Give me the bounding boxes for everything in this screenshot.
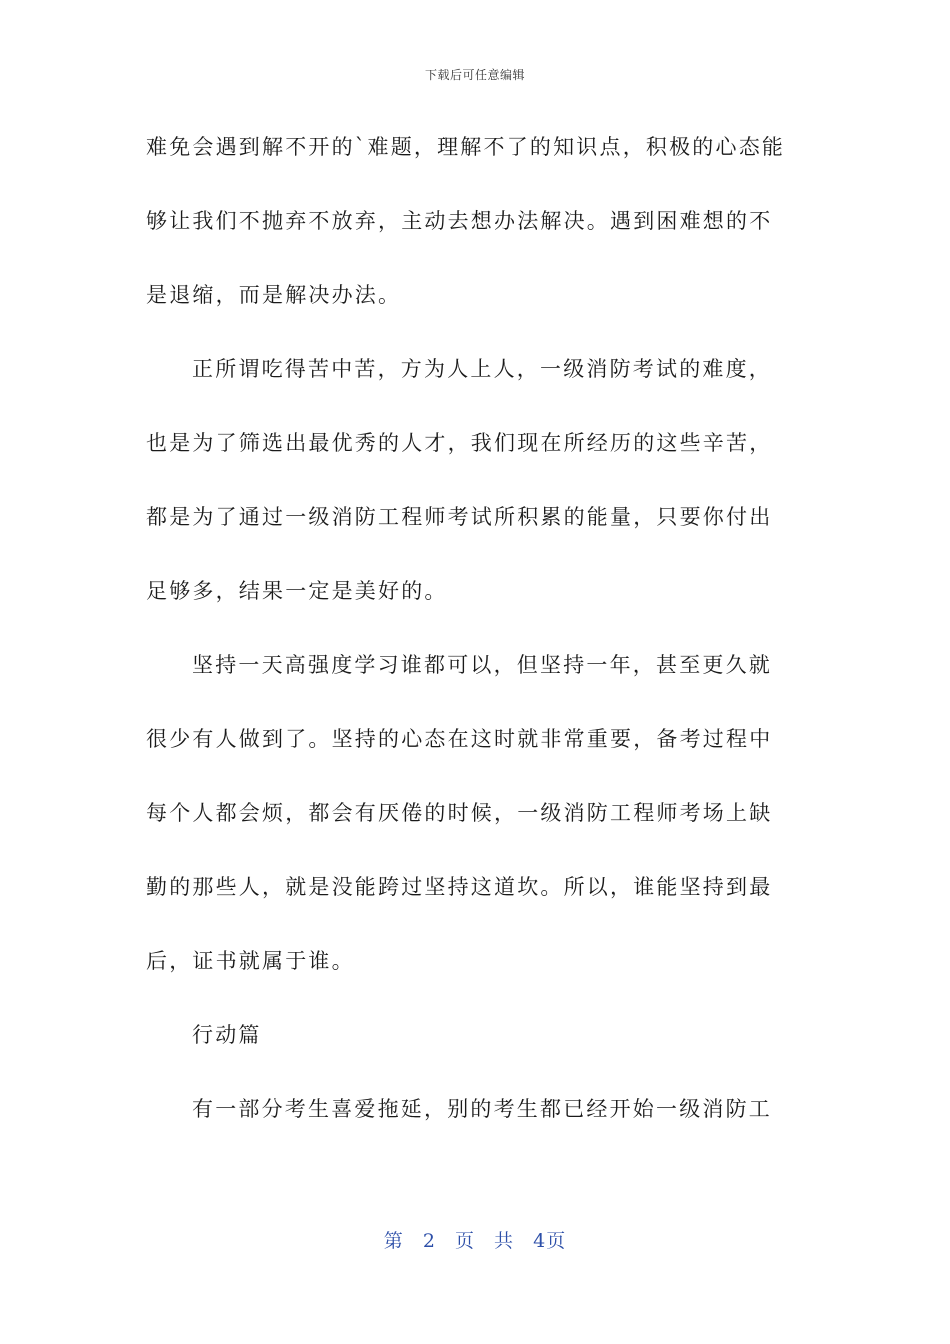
text-line: 每个人都会烦，都会有厌倦的时候，一级消防工程师考场上缺 <box>146 801 773 825</box>
paragraph-start-line: 有一部分考生喜爱拖延，别的考生都已经开始一级消防工 <box>192 1097 772 1121</box>
text-line: 是退缩，而是解决办法。 <box>146 283 402 307</box>
paragraph-start-line: 坚持一天高强度学习谁都可以，但坚持一年，甚至更久就 <box>192 653 772 677</box>
total-label: 共 <box>494 1230 515 1252</box>
text-line: 足够多，结果一定是美好的。 <box>146 579 448 603</box>
page-header: 下载后可任意编辑 <box>424 68 525 82</box>
text-line: 很少有人做到了。坚持的心态在这时就非常重要，备考过程中 <box>146 727 773 751</box>
text-line: 也是为了筛选出最优秀的人才，我们现在所经历的这些辛苦， <box>146 431 773 455</box>
text-line: 都是为了通过一级消防工程师考试所积累的能量，只要你付出 <box>146 505 773 529</box>
page-unit: 页 <box>454 1230 475 1252</box>
total-pages: 4页 <box>533 1230 567 1252</box>
paragraph-start-line: 正所谓吃得苦中苦，方为人上人，一级消防考试的难度， <box>192 357 772 381</box>
text-line: 勤的那些人，就是没能跨过坚持这道坎。所以，谁能坚持到最 <box>146 875 773 899</box>
page-label: 第 <box>383 1230 404 1252</box>
text-line: 够让我们不抛弃不放弃，主动去想办法解决。遇到困难想的不 <box>146 209 773 233</box>
text-line: 难免会遇到解不开的`难题，理解不了的知识点，积极的心态能 <box>146 135 786 159</box>
section-heading: 行动篇 <box>192 1023 262 1047</box>
document-body <box>146 124 814 1160</box>
current-page-number: 2 <box>422 1230 436 1252</box>
text-line: 后，证书就属于谁。 <box>146 949 355 973</box>
page-footer <box>0 1226 950 1253</box>
